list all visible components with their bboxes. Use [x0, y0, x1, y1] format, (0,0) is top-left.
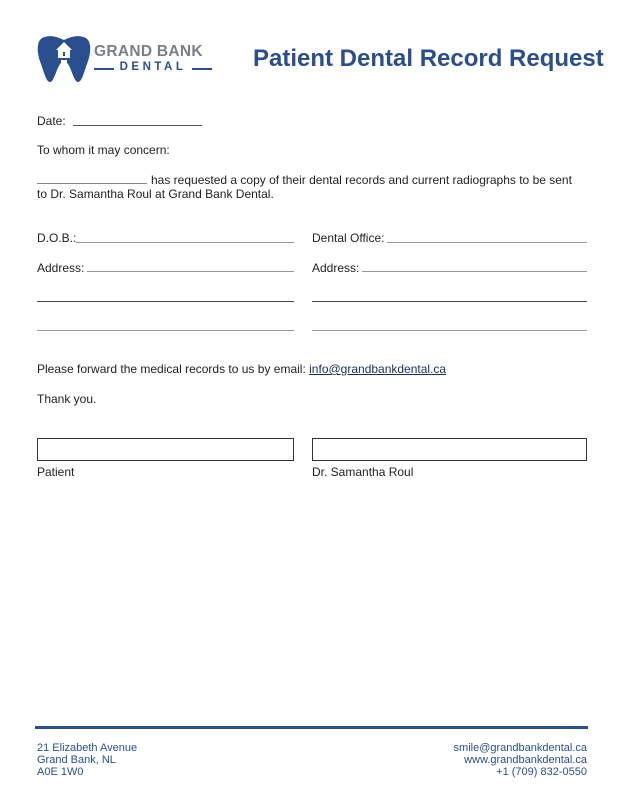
dental-office-field[interactable] — [387, 242, 587, 243]
footer-address-line3: A0E 1W0 — [37, 766, 84, 778]
footer-divider — [35, 726, 588, 729]
date-label: Date: — [37, 114, 66, 128]
doctor-signature-label: Dr. Samantha Roul — [312, 465, 414, 479]
address-field-left-2[interactable] — [37, 301, 294, 302]
address-field-right-1[interactable] — [362, 271, 587, 272]
date-field[interactable] — [73, 125, 202, 126]
dob-label: D.O.B.: — [37, 231, 77, 245]
forward-text-label: Please forward the medical records to us by email: — [37, 362, 306, 376]
address-field-right-2[interactable] — [312, 301, 587, 302]
request-text-line2: to Dr. Samantha Roul at Grand Bank Dental. — [37, 187, 274, 201]
footer-website[interactable]: www.grandbankdental.ca — [464, 754, 587, 766]
forward-text — [37, 362, 446, 376]
address-field-left-3[interactable] — [37, 330, 294, 331]
brand-subname: DENTAL — [119, 61, 187, 73]
footer-address-line1: 21 Elizabeth Avenue — [37, 742, 138, 754]
footer-address-line2: Grand Bank, NL — [37, 754, 116, 766]
doctor-signature-box[interactable] — [312, 438, 587, 461]
brand-underline-right — [192, 68, 212, 70]
footer-phone: +1 (709) 832-0550 — [496, 766, 587, 778]
dob-field[interactable] — [76, 242, 294, 243]
patient-signature-box[interactable] — [37, 438, 294, 461]
request-text-line1: has requested a copy of their dental records and current radiographs to be sent — [151, 173, 572, 187]
brand-name: GRAND BANK — [94, 43, 203, 60]
salutation: To whom it may concern: — [37, 143, 170, 157]
page-title: Patient Dental Record Request — [253, 45, 604, 72]
patient-signature-label: Patient — [37, 465, 75, 479]
address-field-left-1[interactable] — [87, 271, 294, 272]
address-label-right: Address: — [312, 261, 360, 275]
footer-address — [37, 742, 137, 778]
patient-name-field[interactable] — [37, 183, 147, 184]
footer-contact — [454, 742, 587, 778]
address-label-left: Address: — [37, 261, 85, 275]
address-field-right-3[interactable] — [312, 330, 587, 331]
forward-email-link[interactable]: info@grandbankdental.ca — [309, 362, 447, 376]
thanks-text: Thank you. — [37, 392, 97, 406]
dental-office-label: Dental Office: — [312, 231, 385, 245]
footer-email[interactable]: smile@grandbankdental.ca — [453, 742, 587, 754]
